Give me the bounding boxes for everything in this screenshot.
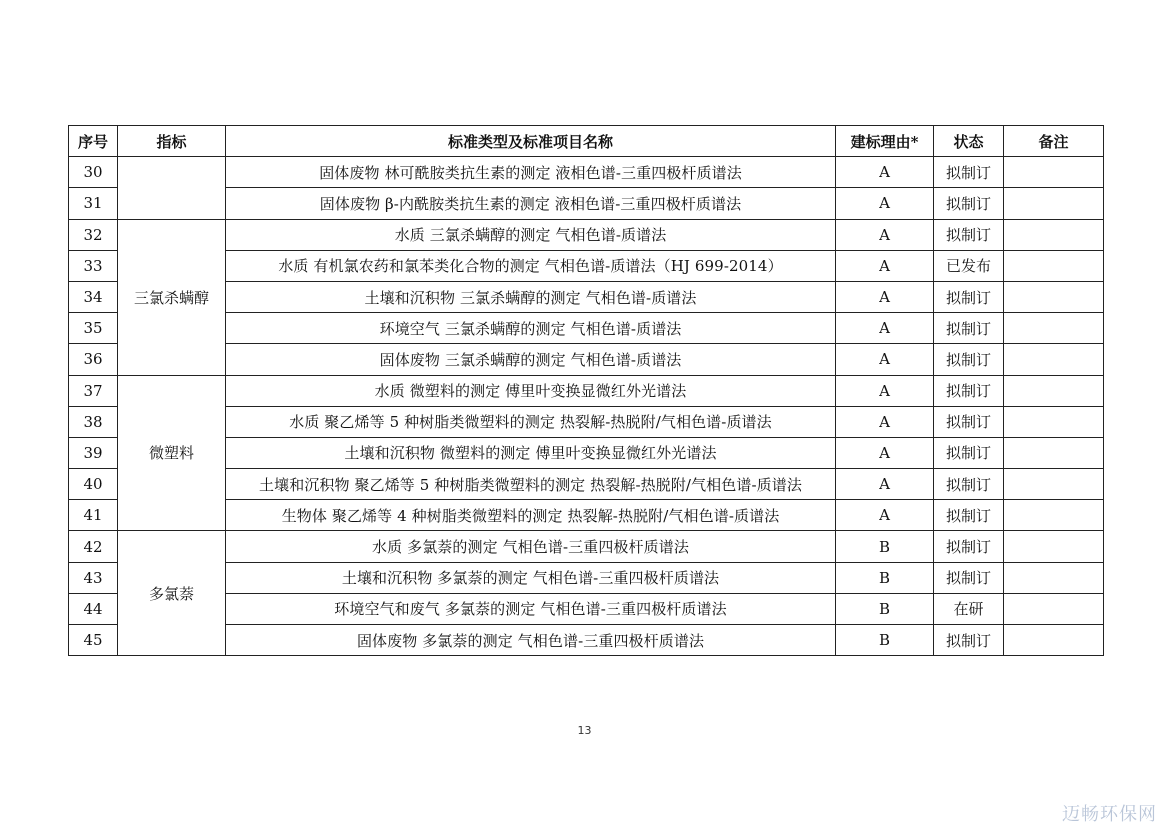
reason-cell: A xyxy=(836,344,934,375)
reason-cell: A xyxy=(836,188,934,219)
standard-name-cell: 生物体 聚乙烯等 4 种树脂类微塑料的测定 热裂解-热脱附/气相色谱-质谱法 xyxy=(226,500,836,531)
status-cell: 已发布 xyxy=(934,250,1004,281)
seq-cell: 43 xyxy=(69,562,118,593)
header-remark: 备注 xyxy=(1004,126,1104,157)
seq-cell: 45 xyxy=(69,625,118,656)
table-header-row xyxy=(69,126,1104,157)
standard-name-cell: 土壤和沉积物 微塑料的测定 傅里叶变换显微红外光谱法 xyxy=(226,437,836,468)
seq-cell: 35 xyxy=(69,313,118,344)
standard-name-cell: 水质 聚乙烯等 5 种树脂类微塑料的测定 热裂解-热脱附/气相色谱-质谱法 xyxy=(226,406,836,437)
status-cell: 拟制订 xyxy=(934,313,1004,344)
remark-cell xyxy=(1004,157,1104,188)
status-cell: 拟制订 xyxy=(934,406,1004,437)
standard-name-cell: 水质 三氯杀螨醇的测定 气相色谱-质谱法 xyxy=(226,219,836,250)
indicator-cell xyxy=(118,157,226,219)
standard-name-cell: 水质 有机氯农药和氯苯类化合物的测定 气相色谱-质谱法（HJ 699-2014） xyxy=(226,250,836,281)
table-row xyxy=(69,531,1104,562)
reason-cell: A xyxy=(836,281,934,312)
header-reason: 建标理由* xyxy=(836,126,934,157)
indicator-cell: 多氯萘 xyxy=(118,531,226,656)
remark-cell xyxy=(1004,562,1104,593)
standard-name-cell: 环境空气 三氯杀螨醇的测定 气相色谱-质谱法 xyxy=(226,313,836,344)
table-body xyxy=(69,157,1104,656)
standard-name-cell: 固体废物 β-内酰胺类抗生素的测定 液相色谱-三重四极杆质谱法 xyxy=(226,188,836,219)
reason-cell: B xyxy=(836,531,934,562)
seq-cell: 34 xyxy=(69,281,118,312)
status-cell: 拟制订 xyxy=(934,562,1004,593)
reason-cell: A xyxy=(836,469,934,500)
status-cell: 拟制订 xyxy=(934,469,1004,500)
page-number: 13 xyxy=(577,724,592,737)
reason-cell: A xyxy=(836,375,934,406)
table-row xyxy=(69,375,1104,406)
remark-cell xyxy=(1004,406,1104,437)
header-name: 标准类型及标准项目名称 xyxy=(226,126,836,157)
remark-cell xyxy=(1004,500,1104,531)
remark-cell xyxy=(1004,313,1104,344)
remark-cell xyxy=(1004,531,1104,562)
seq-cell: 39 xyxy=(69,437,118,468)
status-cell: 拟制订 xyxy=(934,157,1004,188)
standard-name-cell: 固体废物 多氯萘的测定 气相色谱-三重四极杆质谱法 xyxy=(226,625,836,656)
reason-cell: A xyxy=(836,250,934,281)
status-cell: 拟制订 xyxy=(934,344,1004,375)
standard-name-cell: 固体废物 三氯杀螨醇的测定 气相色谱-质谱法 xyxy=(226,344,836,375)
indicator-cell: 三氯杀螨醇 xyxy=(118,219,226,375)
standard-name-cell: 土壤和沉积物 多氯萘的测定 气相色谱-三重四极杆质谱法 xyxy=(226,562,836,593)
remark-cell xyxy=(1004,344,1104,375)
remark-cell xyxy=(1004,437,1104,468)
seq-cell: 36 xyxy=(69,344,118,375)
status-cell: 拟制订 xyxy=(934,375,1004,406)
header-seq: 序号 xyxy=(69,126,118,157)
status-cell: 拟制订 xyxy=(934,500,1004,531)
status-cell: 拟制订 xyxy=(934,437,1004,468)
remark-cell xyxy=(1004,375,1104,406)
reason-cell: A xyxy=(836,157,934,188)
status-cell: 在研 xyxy=(934,593,1004,624)
remark-cell xyxy=(1004,188,1104,219)
table-row xyxy=(69,219,1104,250)
remark-cell xyxy=(1004,469,1104,500)
seq-cell: 41 xyxy=(69,500,118,531)
seq-cell: 31 xyxy=(69,188,118,219)
status-cell: 拟制订 xyxy=(934,188,1004,219)
indicator-cell: 微塑料 xyxy=(118,375,226,531)
seq-cell: 37 xyxy=(69,375,118,406)
table-row xyxy=(69,157,1104,188)
standard-name-cell: 水质 微塑料的测定 傅里叶变换显微红外光谱法 xyxy=(226,375,836,406)
remark-cell xyxy=(1004,593,1104,624)
seq-cell: 32 xyxy=(69,219,118,250)
standard-name-cell: 环境空气和废气 多氯萘的测定 气相色谱-三重四极杆质谱法 xyxy=(226,593,836,624)
seq-cell: 40 xyxy=(69,469,118,500)
standards-table xyxy=(68,125,1104,656)
reason-cell: A xyxy=(836,406,934,437)
standard-name-cell: 土壤和沉积物 三氯杀螨醇的测定 气相色谱-质谱法 xyxy=(226,281,836,312)
standard-name-cell: 土壤和沉积物 聚乙烯等 5 种树脂类微塑料的测定 热裂解-热脱附/气相色谱-质谱法 xyxy=(226,469,836,500)
reason-cell: A xyxy=(836,219,934,250)
seq-cell: 42 xyxy=(69,531,118,562)
remark-cell xyxy=(1004,625,1104,656)
seq-cell: 38 xyxy=(69,406,118,437)
header-indicator: 指标 xyxy=(118,126,226,157)
seq-cell: 44 xyxy=(69,593,118,624)
remark-cell xyxy=(1004,219,1104,250)
seq-cell: 33 xyxy=(69,250,118,281)
watermark: 迈畅环保网 xyxy=(1062,804,1157,825)
remark-cell xyxy=(1004,281,1104,312)
reason-cell: A xyxy=(836,313,934,344)
reason-cell: A xyxy=(836,500,934,531)
status-cell: 拟制订 xyxy=(934,219,1004,250)
status-cell: 拟制订 xyxy=(934,625,1004,656)
status-cell: 拟制订 xyxy=(934,531,1004,562)
standard-name-cell: 固体废物 林可酰胺类抗生素的测定 液相色谱-三重四极杆质谱法 xyxy=(226,157,836,188)
reason-cell: B xyxy=(836,593,934,624)
reason-cell: B xyxy=(836,562,934,593)
reason-cell: A xyxy=(836,437,934,468)
header-status: 状态 xyxy=(934,126,1004,157)
remark-cell xyxy=(1004,250,1104,281)
reason-cell: B xyxy=(836,625,934,656)
status-cell: 拟制订 xyxy=(934,281,1004,312)
seq-cell: 30 xyxy=(69,157,118,188)
standard-name-cell: 水质 多氯萘的测定 气相色谱-三重四极杆质谱法 xyxy=(226,531,836,562)
